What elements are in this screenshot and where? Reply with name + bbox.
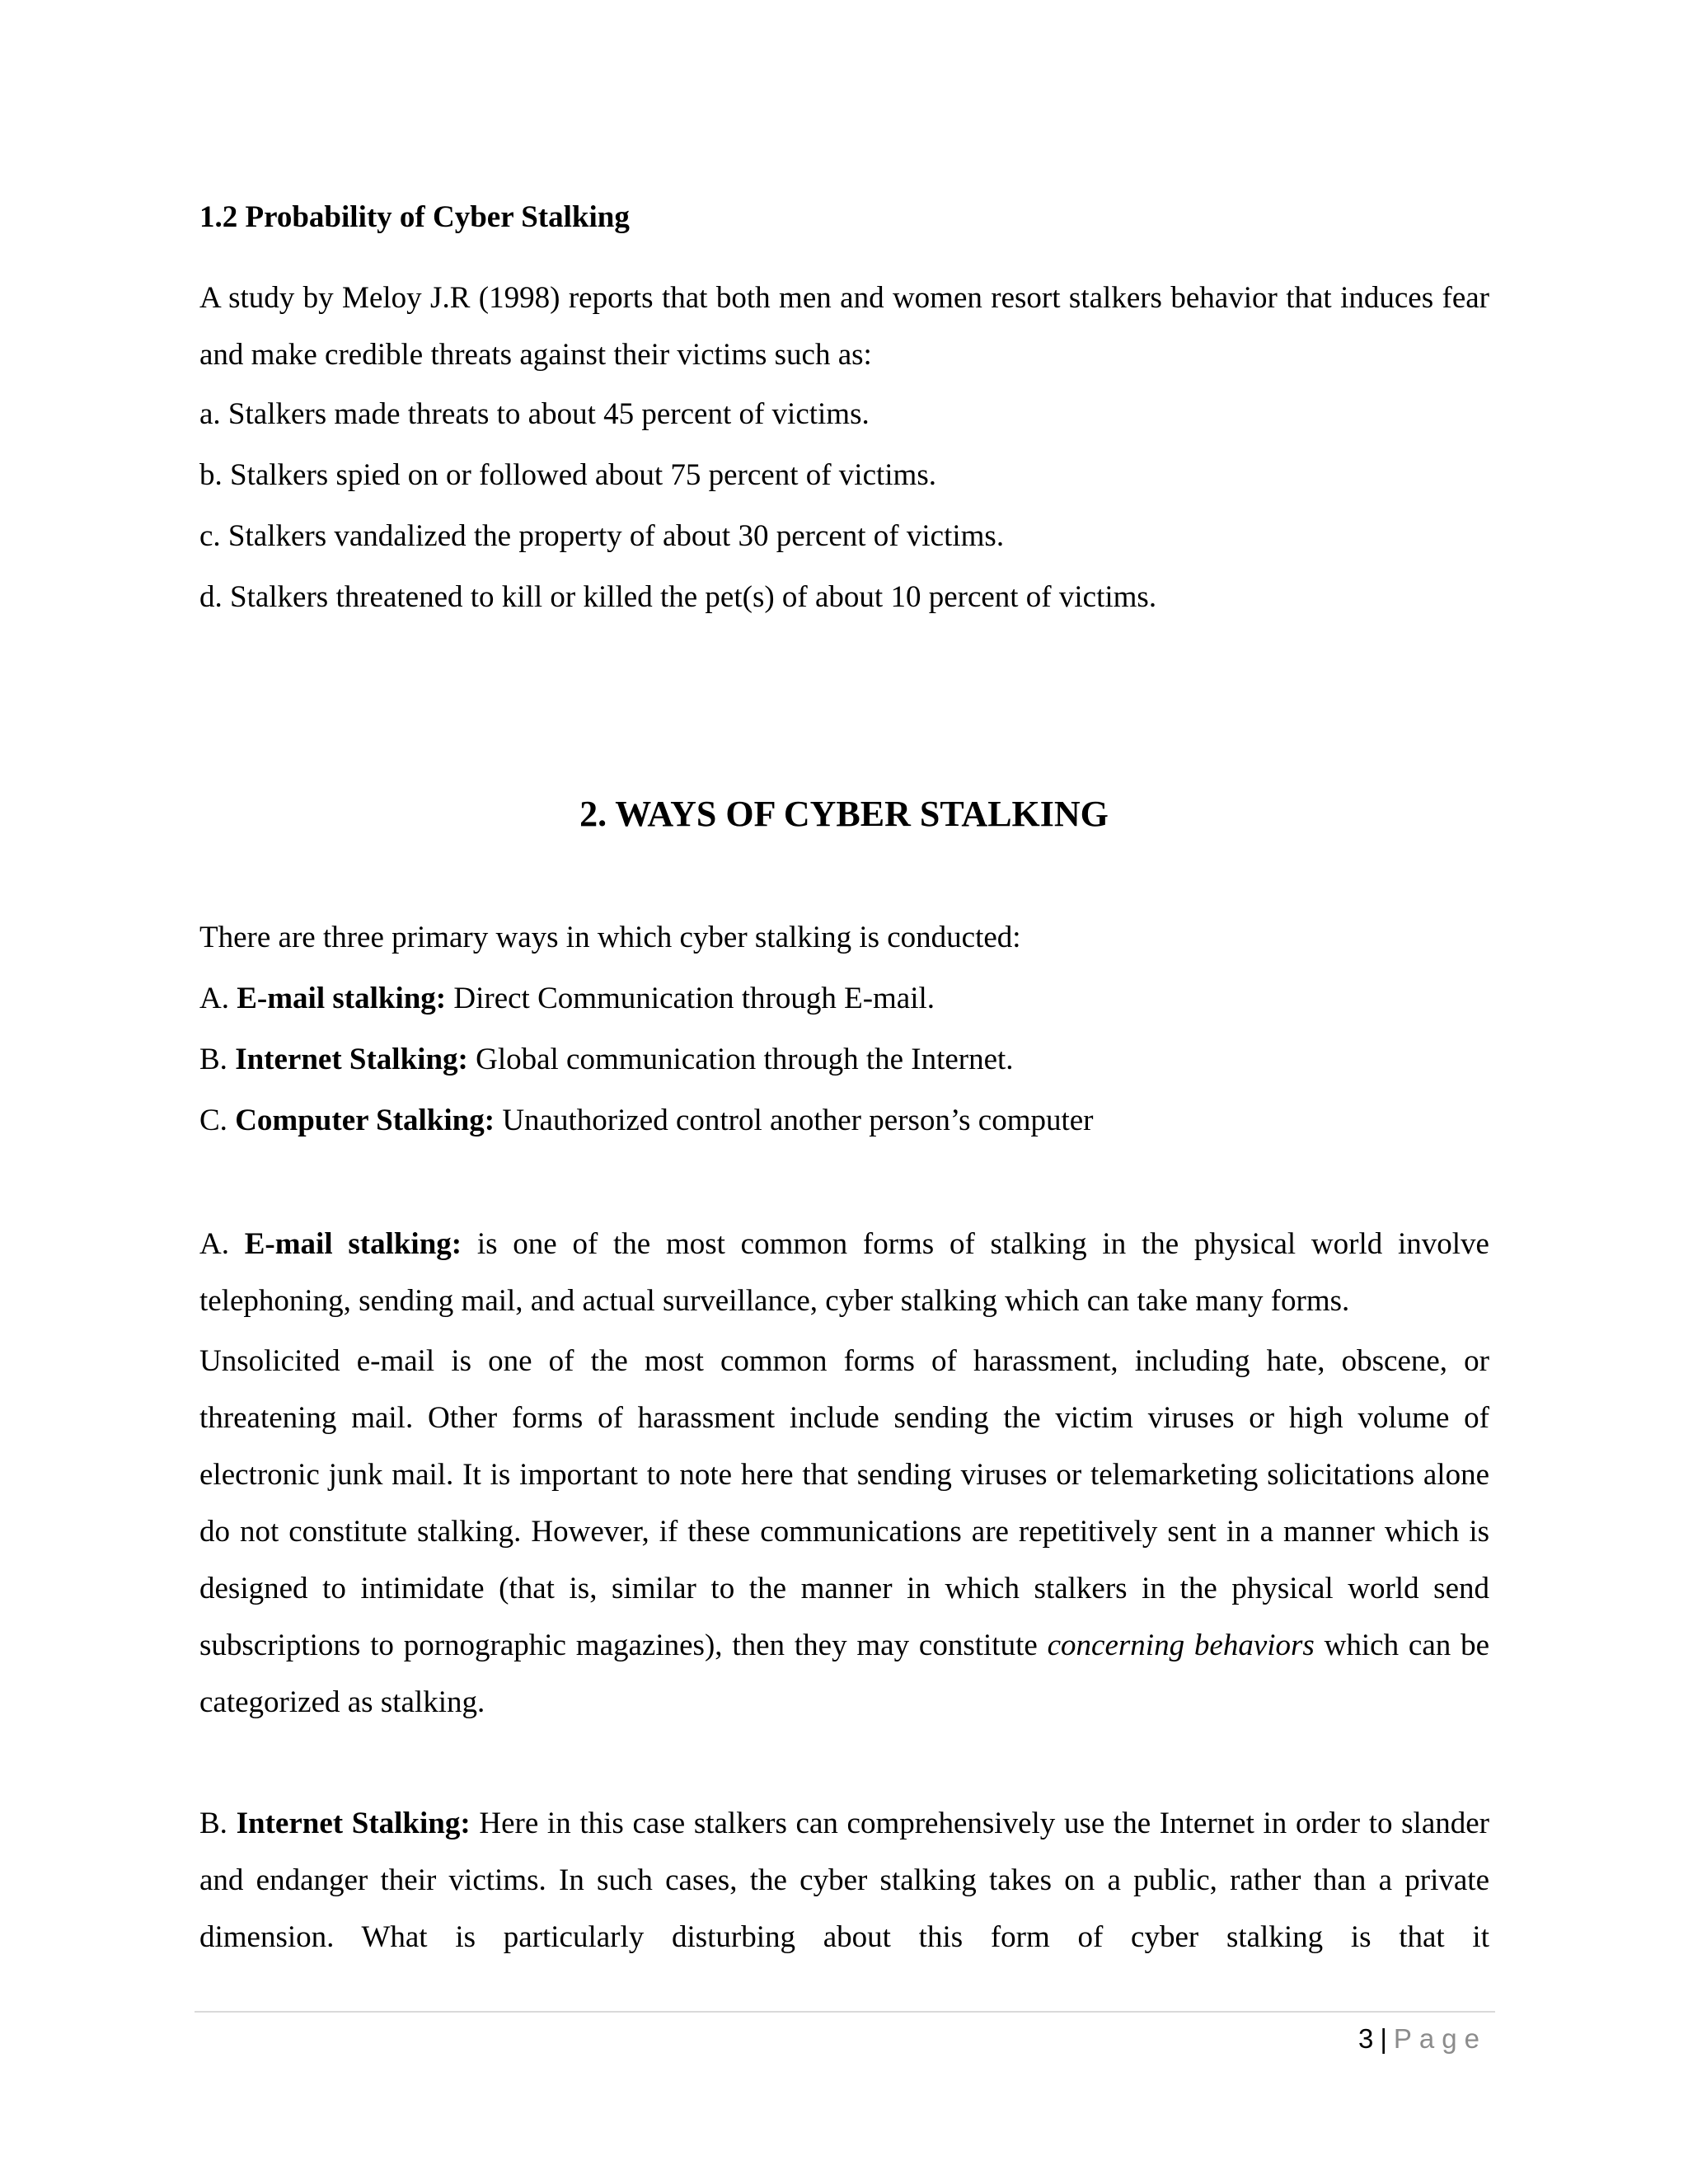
page-footer <box>1358 2021 1487 2057</box>
para-text: Here in this case stalkers can comprehensively use the Internet in order to slander and endanger their victims. In such cases, the cyber stalking takes on a public, rather than a private dimension. What is particularly disturbing about this form of cyber stalking is that it <box>199 1807 1489 1954</box>
list-item: b. Stalkers spied on or followed about 75 percent of victims. <box>199 458 936 492</box>
way-prefix: B. <box>199 1043 236 1076</box>
internet-stalking-paragraph <box>199 1795 1489 1966</box>
para-term: E-mail stalking: <box>244 1227 462 1261</box>
para-text: is one of the most common forms of stalking in the physical world involve telephoning, sending mail, and actual surveillance, cyber stalking which can take many forms. <box>199 1227 1489 1318</box>
way-item-email <box>199 977 1489 1020</box>
way-prefix: A. <box>199 982 237 1015</box>
way-item-internet <box>199 1038 1489 1081</box>
page-number: 3 <box>1357 2023 1374 2054</box>
para-italic-term: concerning behaviors <box>1047 1629 1315 1662</box>
para-prefix: A. <box>199 1227 245 1261</box>
way-prefix: C. <box>199 1104 236 1137</box>
list-item: c. Stalkers vandalized the property of about 30 percent of victims. <box>199 519 1005 553</box>
section-heading-1-2: 1.2 Probability of Cyber Stalking <box>199 200 630 234</box>
footer-divider <box>195 2011 1495 2013</box>
para-text: Unsolicited e-mail is one of the most common forms of harassment, including hate, obscene, or threatening mail. Other forms of harassment include sending the victim viruses or high volume of electronic junk mail. It is important to note here that sending viruses or telemarketing solicitations alone do not constitute stalking. However, if these communications are repetitively sent in a manner which is designed to intimidate (that is, similar to the manner in which stalkers in the physical world send subscriptions to pornographic magazines), then they may constitute <box>199 1344 1489 1662</box>
way-description: Direct Communication through E-mail. <box>446 982 935 1015</box>
way-item-computer <box>199 1099 1489 1142</box>
para-text: which can be categorized as stalking. <box>199 1629 1489 1719</box>
list-item: d. Stalkers threatened to kill or killed the pet(s) of about 10 percent of victims. <box>199 580 1157 614</box>
page-label: Page <box>1393 2023 1487 2054</box>
para-prefix: B. <box>199 1807 237 1840</box>
para-term: Internet Stalking: <box>236 1807 471 1840</box>
email-harassment-paragraph <box>199 1333 1489 1731</box>
section-1-2-intro: A study by Meloy J.R (1998) reports that both men and women resort stalkers behavior that induces fear and make credible threats against their victims such as: <box>199 281 1489 372</box>
footer-separator: | <box>1380 2023 1387 2054</box>
way-description: Global communication through the Internet. <box>467 1043 1014 1076</box>
way-term: E-mail stalking: <box>237 982 447 1015</box>
email-stalking-paragraph <box>199 1216 1489 1329</box>
ways-intro: There are three primary ways in which cyber stalking is conducted: <box>199 921 1021 954</box>
list-item: a. Stalkers made threats to about 45 percent of victims. <box>199 397 870 431</box>
chapter-heading: 2. WAYS OF CYBER STALKING <box>579 794 1109 834</box>
way-term: Internet Stalking: <box>235 1043 468 1076</box>
way-description: Unauthorized control another person’s computer <box>495 1104 1094 1137</box>
way-term: Computer Stalking: <box>235 1104 495 1137</box>
